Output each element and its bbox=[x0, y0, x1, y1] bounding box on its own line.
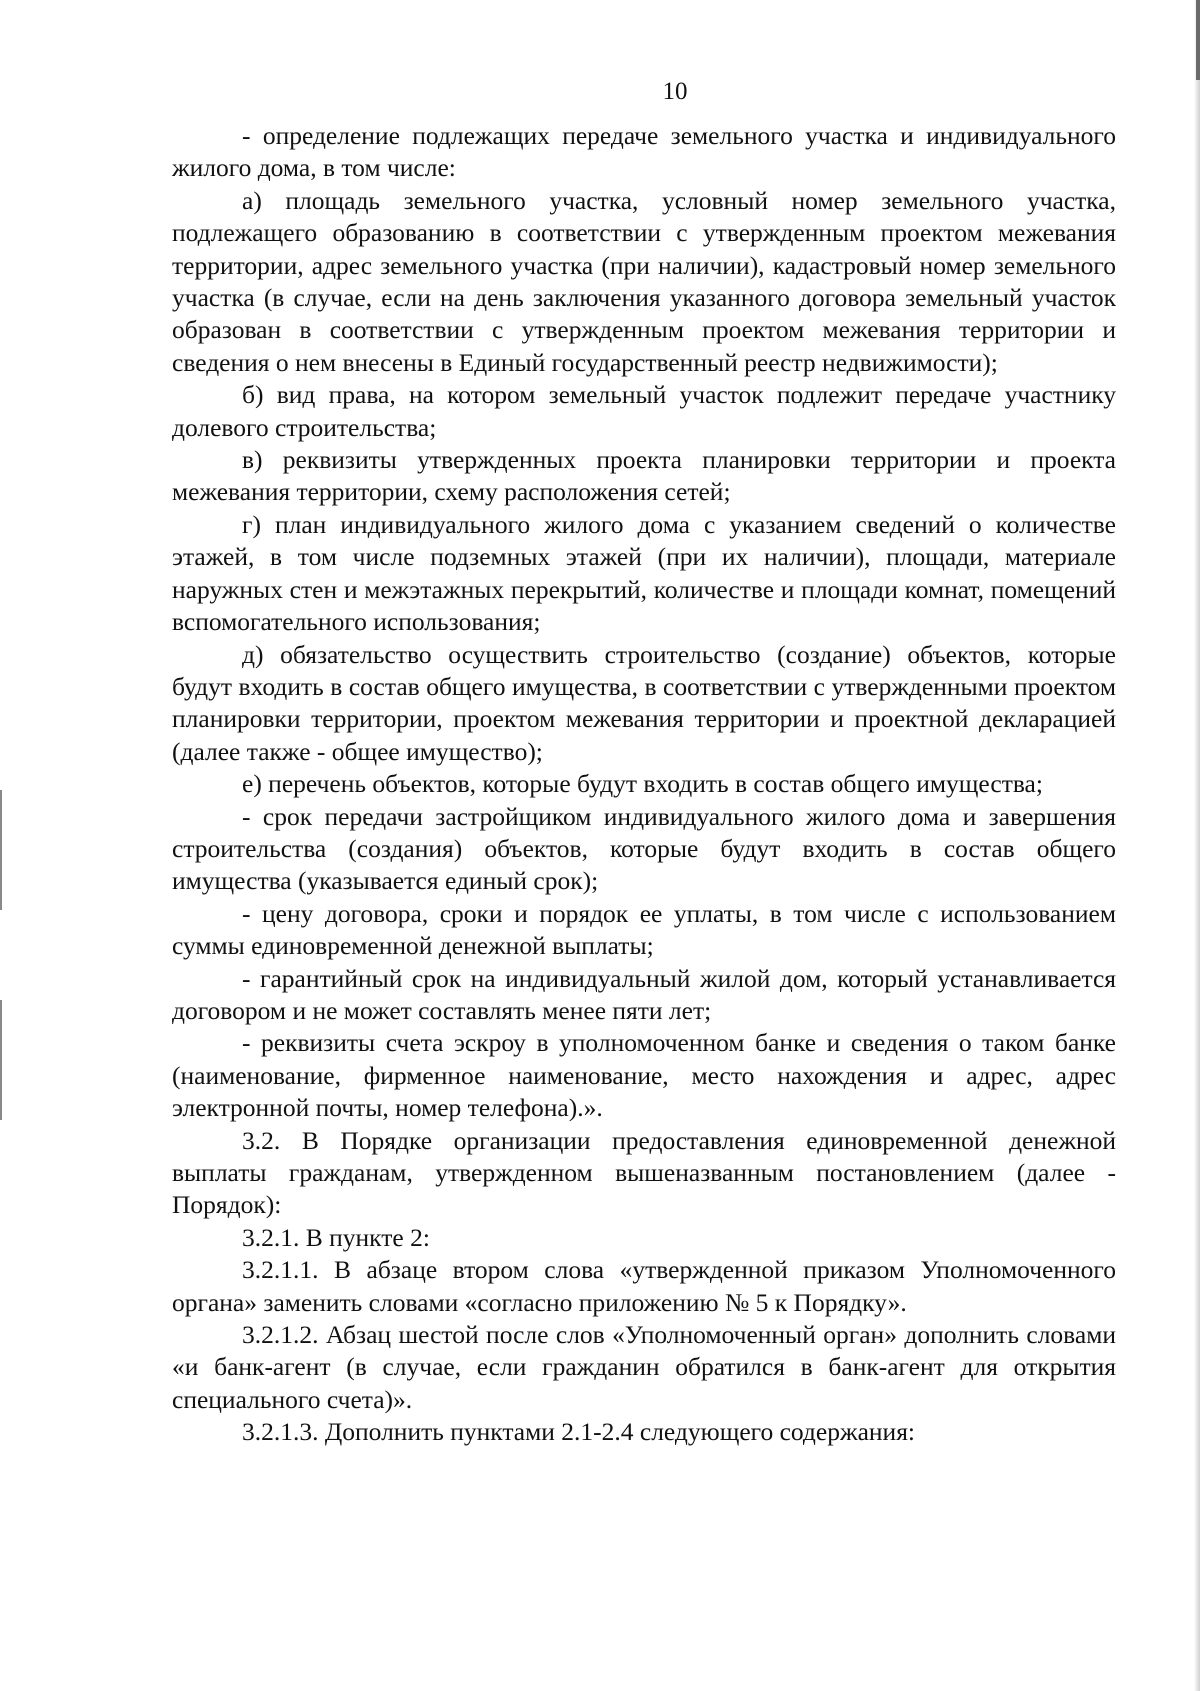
paragraph: 3.2.1.1. В абзаце втором слова «утвержденной приказом Уполномоченного органа» заменить словами «согласно приложению № 5 к Порядку». bbox=[172, 1255, 1116, 1317]
paragraph: 3.2.1. В пункте 2: bbox=[242, 1222, 430, 1252]
paragraph: г) план индивидуального жилого дома с указанием сведений о количестве этажей, в том числе подземных этажей (при их наличии), площади, материале наружных стен и межэтажных перекрытий, количестве и площади комнат, помещений вспомогательного использования; bbox=[172, 509, 1116, 637]
scan-edge-mark bbox=[1196, 0, 1200, 80]
paragraph: е) перечень объектов, которые будут входить в состав общего имущества; bbox=[242, 769, 1043, 799]
document-body bbox=[172, 120, 1116, 1449]
scan-edge-shadow bbox=[1194, 0, 1200, 1691]
paragraph: - гарантийный срок на индивидуальный жилой дом, который устанавливается договором и не может составлять менее пяти лет; bbox=[172, 963, 1116, 1025]
paragraph: - срок передачи застройщиком индивидуального жилого дома и завершения строительства (создания) объектов, которые будут входить в состав общего имущества (указывается единый срок); bbox=[172, 801, 1116, 896]
scan-edge-mark bbox=[0, 1000, 2, 1120]
paragraph: 3.2.1.3. Дополнить пунктами 2.1-2.4 следующего содержания: bbox=[242, 1417, 916, 1447]
paragraph: - определение подлежащих передаче земельного участка и индивидуального жилого дома, в том числе: bbox=[172, 121, 1116, 183]
page-number: 10 bbox=[662, 78, 688, 105]
paragraph: б) вид права, на котором земельный участок подлежит передаче участнику долевого строительства; bbox=[172, 380, 1116, 442]
scan-edge-mark bbox=[0, 790, 2, 910]
paragraph: 3.2. В Порядке организации предоставления единовременной денежной выплаты гражданам, утвержденном вышеназванным постановлением (далее - Порядок): bbox=[172, 1125, 1116, 1220]
paragraph: - цену договора, сроки и порядок ее уплаты, в том числе с использованием суммы единовременной денежной выплаты; bbox=[172, 898, 1116, 961]
paragraph: в) реквизиты утвержденных проекта планировки территории и проекта межевания территории, схему расположения сетей; bbox=[172, 445, 1116, 507]
paragraph: 3.2.1.2. Абзац шестой после слов «Уполномоченный орган» дополнить словами «и банк-агент (в случае, если гражданин обратился в банк-агент для открытия специального счета)». bbox=[172, 1320, 1116, 1414]
paragraph: д) обязательство осуществить строительство (создание) объектов, которые будут входить в состав общего имущества, в соответствии с утвержденными проектом планировки территории, проектом межевания территории и проектной декларацией (далее также - общее имущество); bbox=[172, 639, 1116, 766]
paragraph: - реквизиты счета эскроу в уполномоченном банке и сведения о таком банке (наименование, фирменное наименование, место нахождения и адрес, адрес электронной почты, номер телефона).». bbox=[172, 1028, 1116, 1123]
paragraph: а) площадь земельного участка, условный номер земельного участка, подлежащего образованию в соответствии с утвержденным проектом межевания территории, адрес земельного участка (при наличии), кадастровый номер земельного участка (в случае, если на день заключения указанного договора земельный участок образован в соответствии с утвержденным проектом межевания территории и сведения о нем внесены в Единый государственный реестр недвижимости); bbox=[172, 185, 1116, 377]
